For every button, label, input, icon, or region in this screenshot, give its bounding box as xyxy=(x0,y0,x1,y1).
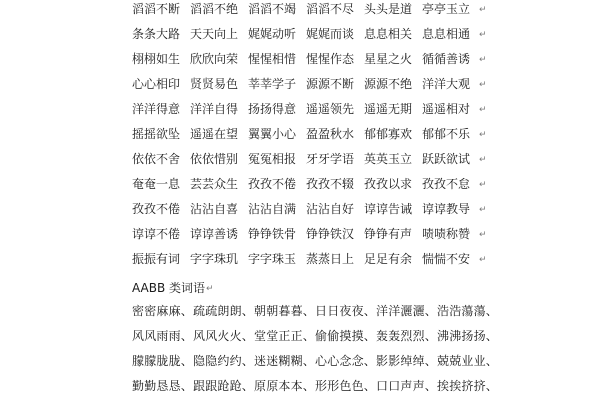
idiom-cell: 谆谆教导 xyxy=(422,202,471,216)
idiom-row xyxy=(132,174,487,194)
paragraph-mark-icon: ↵ xyxy=(479,205,487,215)
idiom-cell: 惴惴不安 xyxy=(422,252,471,266)
idiom-cell: 栩栩如生 xyxy=(132,52,181,66)
idiom-cell: 条条大路 xyxy=(132,27,181,41)
paragraph-mark-icon: ↵ xyxy=(479,130,487,140)
idiom-cell: 星星之火 xyxy=(364,52,413,66)
idiom-cell: 天天向上 xyxy=(190,27,239,41)
idiom-cell: 欣欣向荣 xyxy=(190,52,239,66)
idiom-cell: 谆谆不倦 xyxy=(132,227,181,241)
idiom-cell: 谆谆善诱 xyxy=(190,227,239,241)
idiom-cell: 滔滔不绝 xyxy=(190,2,239,16)
idiom-cell: 扬扬得意 xyxy=(248,102,297,116)
idiom-cell: 惺惺作态 xyxy=(306,52,355,66)
paragraph-mark-icon: ↵ xyxy=(479,255,487,265)
idiom-cell: 贤贤易色 xyxy=(190,77,239,91)
idiom-cell: 依依不舍 xyxy=(132,152,181,166)
paragraph-mark-icon: ↵ xyxy=(479,105,487,115)
idiom-cell: 蒸蒸日上 xyxy=(306,252,355,266)
idiom-cell: 奄奄一息 xyxy=(132,177,181,191)
idiom-cell: 冤冤相报 xyxy=(248,152,297,166)
idiom-row xyxy=(132,49,487,69)
idiom-cell: 沾沾自满 xyxy=(248,202,297,216)
idiom-cell: 娓娓动听 xyxy=(248,27,297,41)
idiom-cell: 遥遥相对 xyxy=(422,102,471,116)
idiom-cell: 摇摇欲坠 xyxy=(132,127,181,141)
idiom-cell: 遥遥无期 xyxy=(364,102,413,116)
idiom-cell: 亭亭玉立 xyxy=(422,2,471,16)
idiom-cell: 翼翼小心 xyxy=(248,127,297,141)
idiom-cell: 惺惺相惜 xyxy=(248,52,297,66)
idiom-cell: 息息相通 xyxy=(422,27,471,41)
aabb-line: 密密麻麻、疏疏朗朗、朝朝暮暮、日日夜夜、洋洋灑灑、浩浩蕩蕩、 xyxy=(132,304,499,318)
idiom-row xyxy=(132,99,487,119)
idiom-cell: 沾沾自喜 xyxy=(190,202,239,216)
aabb-line: 风风雨雨、风风火火、堂堂正正、偷偷摸摸、轰轰烈烈、沸沸扬扬、 xyxy=(132,329,499,343)
idiom-cell: 谆谆告诫 xyxy=(364,202,413,216)
idiom-cell: 洋洋得意 xyxy=(132,102,181,116)
paragraph-mark-icon: ↵ xyxy=(479,155,487,165)
idiom-cell: 洋洋自得 xyxy=(190,102,239,116)
idiom-cell: 字字珠玑 xyxy=(190,252,239,266)
idiom-cell: 郁郁寡欢 xyxy=(364,127,413,141)
idiom-cell: 头头是道 xyxy=(364,2,413,16)
idiom-row xyxy=(132,74,487,94)
idiom-cell: 孜孜不倦 xyxy=(132,202,181,216)
paragraph-mark-icon: ↵ xyxy=(206,284,214,294)
idiom-cell: 源源不断 xyxy=(306,77,355,91)
aabb-line: 勤勤恳恳、跟跟跄跄、原原本本、形形色色、口口声声、挨挨挤挤、 xyxy=(132,379,499,393)
idiom-cell: 娓娓而谈 xyxy=(306,27,355,41)
idiom-cell: 郁郁不乐 xyxy=(422,127,471,141)
aabb-line: 朦朦胧胧、隐隐约约、迷迷糊糊、心心念念、影影绰绰、兢兢业业、 xyxy=(132,354,499,368)
idiom-cell: 孜孜不倦 xyxy=(248,177,297,191)
aabb-heading-line xyxy=(132,278,214,298)
idiom-cell: 滔滔不尽 xyxy=(306,2,355,16)
idiom-cell: 跃跃欲试 xyxy=(422,152,471,166)
idiom-cell: 源源不绝 xyxy=(364,77,413,91)
idiom-row xyxy=(132,249,487,269)
idiom-cell: 牙牙学语 xyxy=(306,152,355,166)
idiom-cell: 遥遥领先 xyxy=(306,102,355,116)
idiom-cell: 啧啧称赞 xyxy=(422,227,471,241)
idiom-cell: 依依惜别 xyxy=(190,152,239,166)
paragraph-mark-icon: ↵ xyxy=(479,30,487,40)
idiom-cell: 息息相关 xyxy=(364,27,413,41)
paragraph-mark-icon: ↵ xyxy=(479,55,487,65)
idiom-cell: 洋洋大观 xyxy=(422,77,471,91)
idiom-row xyxy=(132,0,487,19)
idiom-cell: 足足有余 xyxy=(364,252,413,266)
paragraph-mark-icon: ↵ xyxy=(479,230,487,240)
aabb-heading: AABB 类词语 xyxy=(132,281,206,295)
idiom-cell: 铮铮铁骨 xyxy=(248,227,297,241)
idiom-cell: 芸芸众生 xyxy=(190,177,239,191)
idiom-cell: 孜孜以求 xyxy=(364,177,413,191)
idiom-cell: 滔滔不竭 xyxy=(248,2,297,16)
idiom-cell: 循循善诱 xyxy=(422,52,471,66)
paragraph-mark-icon: ↵ xyxy=(479,180,487,190)
idiom-cell: 字字珠玉 xyxy=(248,252,297,266)
idiom-row xyxy=(132,149,487,169)
idiom-cell: 英英玉立 xyxy=(364,152,413,166)
idiom-cell: 铮铮铁汉 xyxy=(306,227,355,241)
idiom-row xyxy=(132,199,487,219)
paragraph-mark-icon: ↵ xyxy=(479,80,487,90)
idiom-cell: 心心相印 xyxy=(132,77,181,91)
idiom-cell: 莘莘学子 xyxy=(248,77,297,91)
idiom-cell: 盈盈秋水 xyxy=(306,127,355,141)
idiom-cell: 孜孜不怠 xyxy=(422,177,471,191)
idiom-cell: 沾沾自好 xyxy=(306,202,355,216)
idiom-row xyxy=(132,224,487,244)
idiom-cell: 遥遥在望 xyxy=(190,127,239,141)
idiom-cell: 振振有词 xyxy=(132,252,181,266)
paragraph-mark-icon: ↵ xyxy=(479,5,487,15)
idiom-row xyxy=(132,24,487,44)
idiom-row xyxy=(132,124,487,144)
idiom-cell: 铮铮有声 xyxy=(364,227,413,241)
idiom-cell: 滔滔不断 xyxy=(132,2,181,16)
idiom-cell: 孜孜不辍 xyxy=(306,177,355,191)
